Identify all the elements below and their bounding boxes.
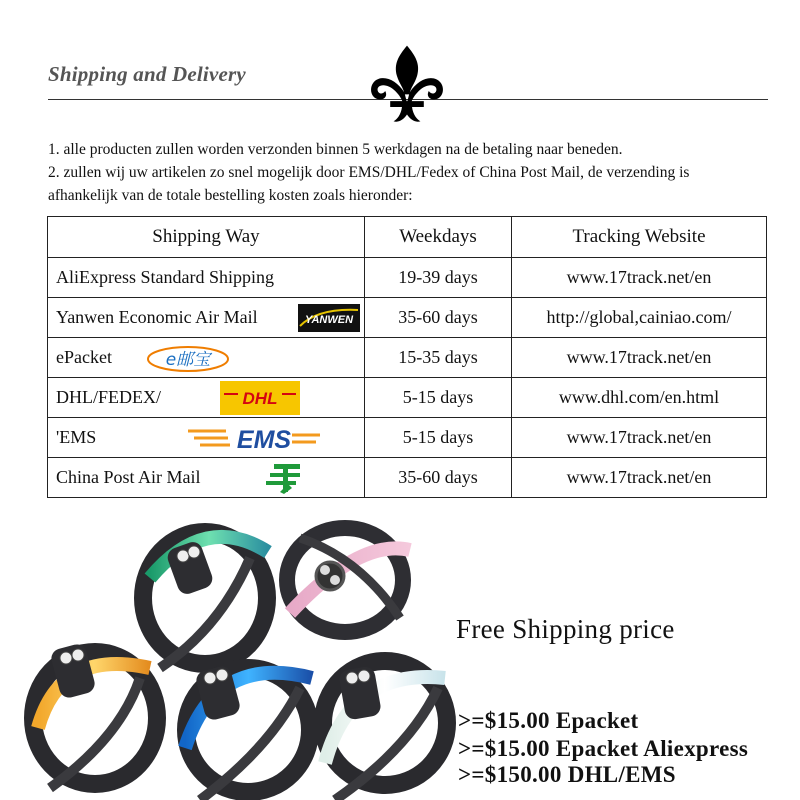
table-row (48, 418, 767, 458)
tracking-website-link[interactable]: www.17track.net/en (512, 338, 767, 378)
shipping-way-label: Yanwen Economic Air Mail (56, 307, 258, 327)
free-shipping-tier: >=$15.00 Epacket (458, 708, 639, 733)
epacket-logo-icon (145, 342, 231, 374)
free-shipping-title: Free Shipping price (456, 614, 675, 644)
intro-line-1: 1. alle producten zullen worden verzonden binnen 5 werkdagen na de betaling naar beneden. (48, 141, 623, 158)
table-row (48, 298, 767, 338)
shipping-way-label: China Post Air Mail (56, 467, 201, 487)
column-header-shipping-way: Shipping Way (48, 217, 365, 258)
free-shipping-tier: >=$150.00 DHL/EMS (458, 762, 676, 787)
fleur-de-lis-icon (365, 44, 449, 128)
weekdays-value: 5-15 days (365, 418, 512, 458)
page-title: Shipping and Delivery (48, 62, 246, 86)
ring-gold-opal (33, 642, 157, 788)
shipping-intro (48, 138, 778, 207)
ring-green-opal (143, 532, 268, 668)
column-header-tracking-website: Tracking Website (512, 217, 767, 258)
ems-logo-icon (188, 423, 322, 453)
column-header-weekdays: Weekdays (365, 217, 512, 258)
weekdays-value: 35-60 days (365, 458, 512, 498)
ring-pink-crystal (287, 528, 410, 632)
weekdays-value: 35-60 days (365, 298, 512, 338)
svg-text:YANWEN: YANWEN (304, 313, 354, 326)
tracking-website-link[interactable]: www.17track.net/en (512, 258, 767, 298)
shipping-way-label: AliExpress Standard Shipping (56, 267, 274, 287)
shipping-way-label: ePacket (56, 347, 112, 367)
tracking-website-link[interactable]: http://global,cainiao.com/ (512, 298, 767, 338)
weekdays-value: 5-15 days (365, 378, 512, 418)
table-header-row (48, 217, 767, 258)
dhl-logo-icon (220, 381, 300, 415)
tracking-website-link[interactable]: www.17track.net/en (512, 458, 767, 498)
shipping-table (47, 216, 767, 498)
intro-line-2: 2. zullen wij uw artikelen zo snel mogelijk door EMS/DHL/Fedex of China Post Mail, de verzending is (48, 164, 690, 181)
weekdays-value: 15-35 days (365, 338, 512, 378)
intro-line-3: afhankelijk van de totale bestelling kosten zoals hieronder: (48, 187, 413, 204)
china-post-logo-icon (266, 462, 306, 494)
table-row (48, 338, 767, 378)
svg-text:EMS: EMS (236, 425, 292, 453)
ring-blue-opal (185, 664, 312, 800)
table-row (48, 258, 767, 298)
free-shipping-tier: >=$15.00 Epacket Aliexpress (458, 736, 749, 761)
tracking-website-link[interactable]: www.dhl.com/en.html (512, 378, 767, 418)
table-row (48, 378, 767, 418)
weekdays-value: 19-39 days (365, 258, 512, 298)
svg-text:e邮宝: e邮宝 (165, 349, 211, 370)
table-row (48, 458, 767, 498)
shipping-way-label: 'EMS (56, 427, 97, 447)
svg-text:DHL: DHL (242, 388, 278, 408)
yanwen-logo-icon (298, 304, 360, 332)
ring-white-opal (323, 661, 447, 800)
tracking-website-link[interactable]: www.17track.net/en (512, 418, 767, 458)
product-rings-image (0, 518, 460, 800)
shipping-way-label: DHL/FEDEX/ (56, 387, 161, 407)
